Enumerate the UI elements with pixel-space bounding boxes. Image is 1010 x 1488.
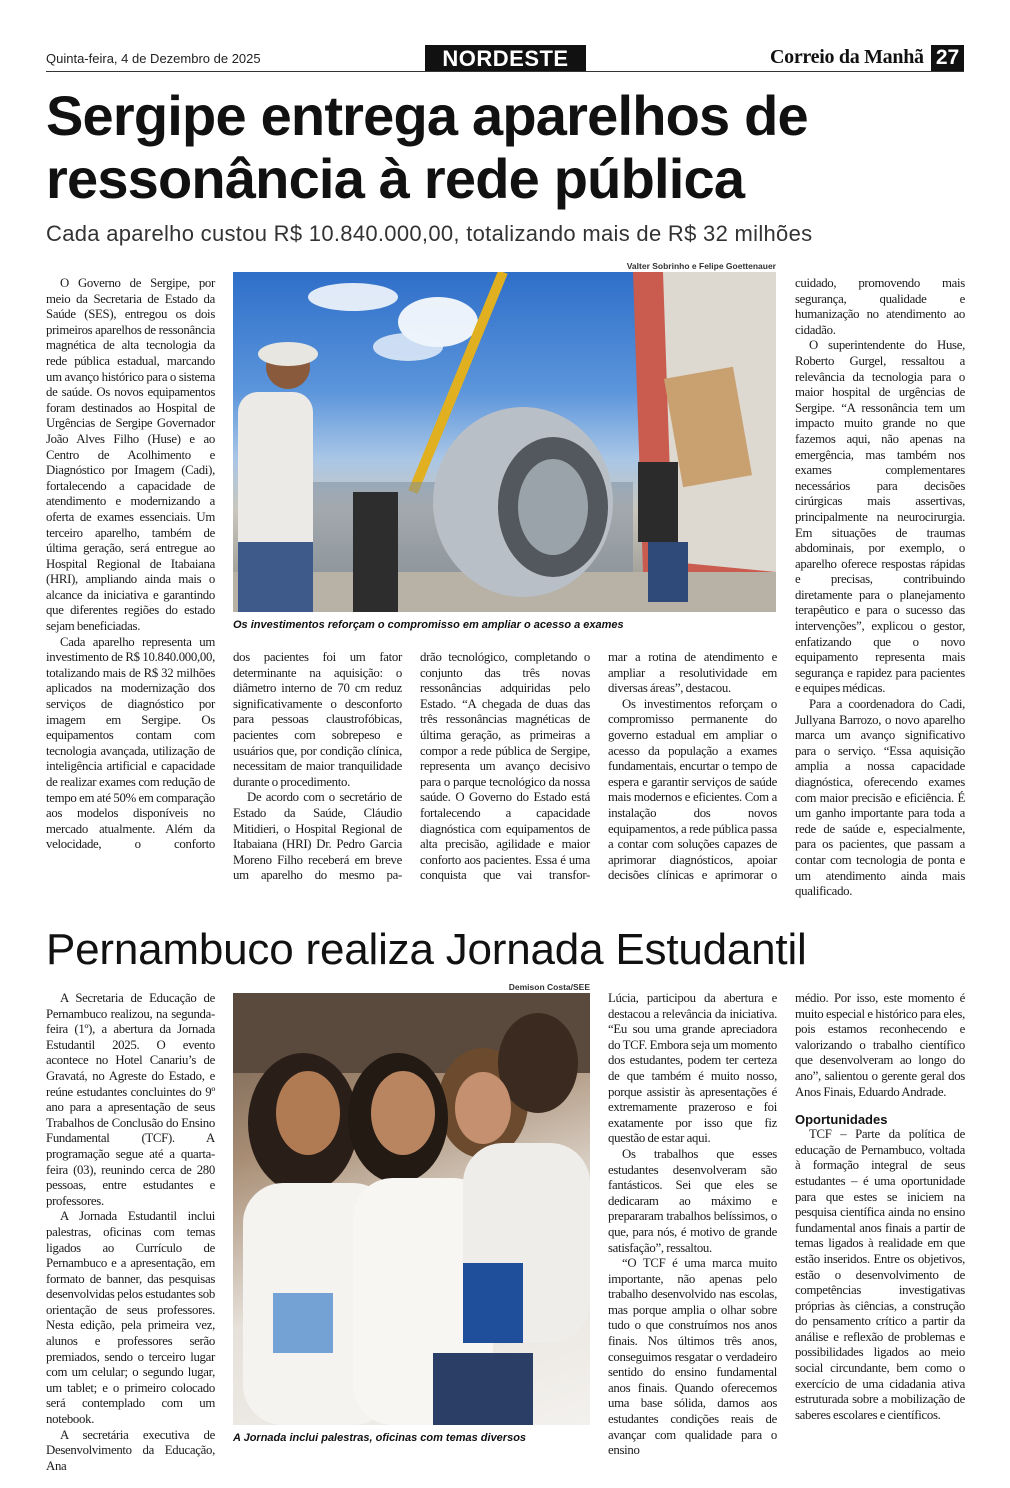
body-paragraph: dos pacientes foi um fator determinante na aquisição: o diâmetro interno de 70 cm reduz significativamente o desconforto para pessoas claustrofóbicas, pacientes com sobrepeso e usuários que, por condição clínica, necessitam de maior tranquilidade durante o procedimento. <box>233 650 402 789</box>
mri-delivery-photo <box>233 272 776 612</box>
article1-headline: Sergipe entrega aparelhos de ressonância à rede pública <box>46 84 808 210</box>
body-paragraph: A Jornada Estudantil inclui palestras, oficinas com temas ligados ao Currículo de Pernambuco e a apresentação, em formato de banner, das pesquisas desenvolvidas pelos estudantes sob orientação de seus professores. Nesta edição, pela primeira vez, alunos e professores serão premiados, sendo o terceiro lugar com um celular; o segundo lugar, um tablet; e o primeiro colocado será contemplado com um notebook. <box>46 1209 215 1427</box>
body-paragraph: O superintendente do Huse, Roberto Gurgel, ressaltou a relevância da tecnologia para o maior hospital de urgências de Sergipe. “A ressonância tem um impacto muito grande no que fazemos aqui, não apenas na emergência, mas também nos exames complementares necessários para decisões cirúrgicas mais assertivas, principalmente na neurocirurgia. Em situações de traumas abdominais, por exemplo, o aparelho oferece respostas rápidas e precisas, contribuindo diretamente para o planejamento terapêutico e para o sucesso das intervenções”, explicou o gestor, enfatizando que o novo equipamento representa mais segurança e rapidez para pacientes e equipes médicas. <box>795 338 965 696</box>
article2-photo <box>233 993 590 1425</box>
body-paragraph: Para a coordenadora do Cadi, Jullyana Barrozo, o novo aparelho marca um avanço significativo para o serviço. “Essa aquisição amplia a nossa capacidade diagnóstica, oferecendo exames com maior precisão e eficiência. É um ganho importante para toda a rede de saúde e, especialmente, para os pacientes, que passam a contar com tecnologia de ponta e um atendimento ainda mais qualificado. <box>795 697 965 899</box>
body-paragraph: “O TCF é uma marca muito importante, não apenas pelo trabalho desenvolvido nas escolas, mas porque amplia o olhar sobre tudo o que construímos nos anos finais. Nos últimos três anos, conseguimos resgatar o verdadeiro sentido do ensino fundamental anos finais. Quando oferecemos uma base sólida, damos aos estudantes condições reais de avançar com qualidade para o ensino <box>608 1256 777 1458</box>
article1-column-3 <box>420 650 590 884</box>
body-paragraph: cuidado, promovendo mais segurança, qualidade e humanização no atendimento ao cidadão. <box>795 276 965 337</box>
body-paragraph: drão tecnológico, completando o conjunto das três novas ressonâncias adquiridas pelo Estado. “A chegada de duas das três ressonâncias magnéticas de última geração, as primeiras a compor a rede pública de Sergipe, representa um avanço decisivo para o parque tecnológico da nossa saúde. O Governo do Estado está fortalecendo a capacidade diagnóstica com equipamentos de alta precisão, agilidade e maior conforto aos pacientes. Essa é uma conquista que vai transfor- <box>420 650 590 883</box>
article2-column-1 <box>46 991 215 1474</box>
issue-date: Quinta-feira, 4 de Dezembro de 2025 <box>46 51 261 66</box>
article2-photo-caption: A Jornada inclui palestras, oficinas com temas diversos <box>233 1432 527 1444</box>
body-paragraph: TCF – Parte da política de educação de Pernambuco, voltada à formação integral de seus estudantes – é uma oportunidade para que estes se iniciem na pesquisa científica ainda no ensino fundamental anos finais a partir de temas ligados à realidade em que estão inseridos. Entre os objetivos, estão o desenvolvimento de competências investigativas próprias às ciências, a construção do pensamento crítico a partir da análise e reflexão de problemas e possibilidades ligados ao meio social circundante, bem como o exercício de uma cidadania ativa estruturada sobre a mobilização de saberes escolares e científicos. <box>795 1127 965 1422</box>
article2-column-2 <box>608 991 777 1459</box>
article1-column-1 <box>46 276 215 853</box>
body-paragraph: médio. Por isso, este momento é muito especial e histórico para eles, pois estamos reconhecendo e valorizando o trabalho científico que desenvolveram ao longo do ano”, salientou o gerente geral dos Anos Finais, Eduardo Andrade. <box>795 991 965 1099</box>
body-paragraph: A secretária executiva de Desenvolvimento da Educação, Ana <box>46 1427 215 1473</box>
page-number: 27 <box>931 45 964 71</box>
article1-column-2 <box>233 650 402 884</box>
article1-photo-credit: Valter Sobrinho e Felipe Goettenauer <box>626 261 776 271</box>
article2-photo-credit: Demison Costa/SEE <box>508 982 590 992</box>
article1-subtitle: Cada aparelho custou R$ 10.840.000,00, totalizando mais de R$ 32 milhões <box>46 221 813 246</box>
subheading: Oportunidades <box>795 1112 888 1128</box>
article1-photo <box>233 272 776 612</box>
article1-column-5 <box>795 276 965 900</box>
article2-headline: Pernambuco realiza Jornada Estudantil <box>46 925 807 974</box>
section-label: NORDESTE <box>425 45 586 72</box>
body-paragraph: mar a rotina de atendimento e ampliar a resolutividade em diversas áreas”, destacou. <box>608 650 777 696</box>
body-paragraph: Cada aparelho representa um investimento de R$ 10.840.000,00, totalizando mais de R$ 32 milhões aplicados na modernização dos serviços de diagnóstico por imagem em Sergipe. Os equipamentos contam com tecnologia avançada, utilização de inteligência artificial e capacidade de realizar exames com redução de tempo em até 50% em comparação aos modelos disponíveis no mercado atualmente. Além da velocidade, o conforto <box>46 634 215 852</box>
newspaper-logo: Correio da Manhã <box>770 46 924 68</box>
header-divider <box>46 71 964 72</box>
body-paragraph: A Secretaria de Educação de Pernambuco realizou, na segunda-feira (1º), a abertura da Jornada Estudantil 2025. O evento acontece no Hotel Canariu’s de Gravatá, no Agreste do Estado, e reúne estudantes concluintes do 9º ano para a apresentação de seus Trabalhos de Conclusão do Ensino Fundamental (TCF). A programação segue até a quarta-feira (03), reunindo cerca de 280 pessoas, entre estudantes e professores. <box>46 991 215 1208</box>
body-paragraph: Lúcia, participou da abertura e destacou a relevância da iniciativa. “Eu sou uma grande apreciadora do TCF. Embora seja um momento dos estudantes, podem ter certeza de que também é muito nosso, porque assistir às apresentações é extremamente prazeroso e foi exatamente por isso que fiz questão de estar aqui. <box>608 991 777 1146</box>
article1-photo-caption: Os investimentos reforçam o compromisso em ampliar o acesso a exames <box>233 619 624 631</box>
body-paragraph: Os trabalhos que esses estudantes desenvolveram são fantásticos. Sei que eles se dedicaram ao máximo e prepararam trabalhos belíssimos, o que, para nós, é motivo de grande satisfação”, ressaltou. <box>608 1146 777 1255</box>
body-paragraph: Os investimentos reforçam o compromisso permanente do governo estadual em ampliar o acesso da população a exames fundamentais, encurtar o tempo de espera e garantir serviços de saúde mais modernos e eficientes. Com a instalação dos novos equipamentos, a rede pública passa a contar com soluções capazes de aprimorar diagnósticos, apoiar decisões clínicas e aprimorar o <box>608 696 777 883</box>
body-paragraph: De acordo com o secretário de Estado da Saúde, Cláudio Mitidieri, o Hospital Regional de Itabaiana (HRI) Dr. Pedro Garcia Moreno Filho receberá em breve um aparelho do mesmo pa- <box>233 790 402 883</box>
article1-column-4 <box>608 650 777 884</box>
article2-column-3 <box>795 991 965 1423</box>
body-paragraph: O Governo de Sergipe, por meio da Secretaria de Estado da Saúde (SES), entregou os dois primeiros aparelhos de ressonância magnética de alta tecnologia da rede pública estadual, marcando um avanço histórico para o sistema de saúde. Os novos equipamentos foram destinados ao Hospital de Urgências de Sergipe Governador João Alves Filho (Huse) e ao Centro de Acolhimento e Diagnóstico por Imagem (Cadi), fortalecendo a capacidade de atendimento e modernizando a oferta de exames essenciais. Um terceiro aparelho, também de última geração, será entregue ao Hospital Regional de Itabaiana (HRI), ampliando ainda mais o alcance da iniciativa e garantindo que diferentes regiões do estado sejam beneficiadas. <box>46 276 215 634</box>
students-event-photo <box>233 993 590 1425</box>
